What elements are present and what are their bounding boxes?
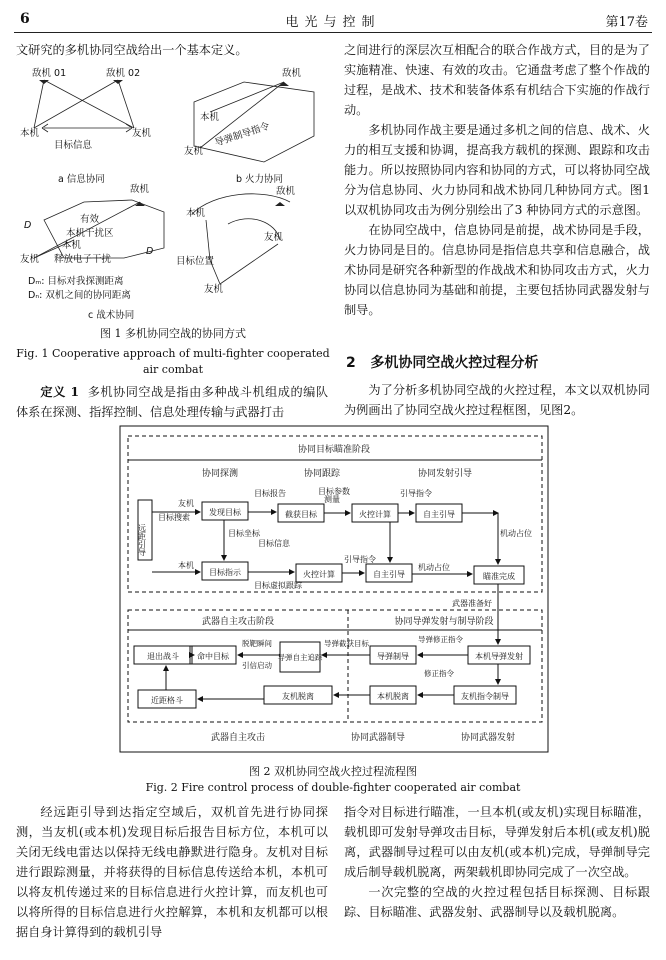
fig2-fix-cmd: 修正指令 [424, 669, 454, 678]
definition-text: 多机协同空战是指由多种战斗机组成的编队体系在探测、指挥控制、信息处理传输与武器打击 [16, 385, 329, 419]
fig1-enemy02: 敌机 02 [106, 68, 141, 79]
fig1-self-c2: 本机 [186, 208, 206, 219]
paragraph: 多机协同作战主要是通过多机之间的信息、战术、火力的相互支援和协调，提高我方载机的探测、跟踪和攻击能力。所以按照协同内容和协同的方式，可以将协同空战分为信息协同、火力协同和战术协同几种协同方式。图1 以双机协同攻击为例分别绘出了3 种协同方式的示意图。 [344, 123, 650, 217]
fig1-legend-2: Dₙ: 双机之间的协同距离 [28, 290, 131, 301]
fig2-measure: 测量 [324, 495, 340, 504]
fig2-friend-leave: 友机脱离 [282, 692, 314, 701]
fig2-fuze: 引信启动 [242, 661, 272, 670]
fig2-self-leave: 本机脱离 [377, 692, 409, 701]
fig2-detach: 脱靶瞬间 [242, 639, 272, 648]
fig1-friend-a: 友机 [132, 128, 152, 139]
fig2-stage-coop: 协同导弹发射与制导阶段 [394, 617, 494, 627]
journal-title: 电光与控制 [285, 15, 381, 30]
fig2-coop-track: 协同跟踪 [304, 469, 341, 479]
bottom-left-column [16, 802, 328, 942]
fig1-enemy-b: 敌机 [282, 68, 302, 79]
paragraph: 一次完整的空战的火控过程包括目标探测、目标跟踪、目标瞄准、武器发射、武器制导以及载机脱离。 [344, 885, 650, 919]
fig1-caption-en1: Fig. 1 Cooperative approach of multi-fighter cooperated [16, 347, 330, 360]
fig2-coop-launch: 协同发射引导 [418, 469, 473, 479]
fig1-caption-cn: 图 1 多机协同空战的协同方式 [100, 327, 246, 340]
fig2-friend-cmd: 友机指令制导 [461, 692, 509, 701]
bottom-right-column [344, 802, 650, 922]
fig2-coop-detect: 协同探测 [202, 469, 239, 479]
fig2-stage-auto: 武器自主攻击阶段 [201, 617, 275, 627]
fig1-caption [14, 326, 332, 378]
fig2-missile-track: 导弹自主追踪 [277, 653, 323, 662]
fig1-target-pos: 目标位置 [176, 256, 215, 267]
fig2-target-indicate: 目标指示 [209, 568, 241, 577]
definition-block [16, 382, 328, 422]
right-column-top [344, 40, 650, 320]
section-number: 2 [346, 355, 356, 371]
fig2-fc-calc: 火控计算 [359, 510, 391, 519]
fig1-release-jam: 释放电子干扰 [54, 254, 112, 265]
fig2-weapon-ready: 武器准备好 [452, 599, 492, 608]
paragraph: 在协同空战中，信息协同是前提，战术协同是手段，火力协同是目的。信息协同是指信息共享和信息融合，战术协同是研究各种新型的作战战术和协同攻击方式，火力协同以信息协同为基础和前提，主要包括协同武器发射与制导。 [344, 223, 650, 317]
fig1-friend-b: 友机 [184, 146, 204, 157]
fig2-target-report: 目标报告 [254, 489, 286, 498]
paragraph: 文研究的多机协同空战给出一个基本定义。 [16, 43, 248, 57]
fig2-auto-guide: 自主引导 [423, 510, 455, 519]
fig2-hit: 命中目标 [197, 652, 229, 661]
fig2-bottom-launch: 协同武器发射 [460, 733, 516, 743]
fig1-friend-c: 友机 [20, 254, 40, 265]
figure-1 [14, 62, 332, 324]
fig1-dn: D [24, 220, 32, 231]
fig2-caption-en: Fig. 2 Fire control process of double-fighter cooperated air combat [145, 781, 521, 794]
fig2-target-info: 目标信息 [258, 539, 290, 548]
paragraph: 经远距引导到达指定空域后，双机首先进行协同探测，当友机(或本机)发现目标后报告目标方位，本机可以关闭无线电雷达以保持无线电静默进行隐身。友机对目标进行跟踪测量，并将获得的目标信息传送给本机，本机可以将友机传递过来的目标信息进行火控计算，而友机也可以将所得的目标信息进行火控解算，本机和友机都可以根据自身计算得到的载机引导 [16, 805, 328, 939]
fig1-dm: D [146, 246, 154, 257]
fig1-caption-en2: air combat [142, 363, 204, 376]
fig1-guide-cmd: 导弹制导指令 [213, 120, 272, 149]
fig2-caption-cn: 图 2 双机协同空战火控过程流程图 [249, 765, 417, 778]
fig2-guide-cmd: 引导指令 [400, 489, 432, 498]
fig2-exit: 退出战斗 [147, 652, 179, 661]
fig1-friend-c3: 友机 [204, 284, 224, 295]
section-title: 多机协同空战火控过程分析 [370, 355, 539, 371]
paragraph: 之间进行的深层次互相配合的联合作战方式，目的是为了实施精准、快速、有效的攻击。它通盘考虑了整个作战的过程，是战术、技术和装备体系有机结合下实施的作战行动。 [344, 43, 650, 117]
fig1-caption-c: c 战术协同 [88, 310, 135, 321]
section-heading [346, 352, 650, 372]
fig1-target-info: 目标信息 [54, 140, 93, 151]
fig1-enemy-c2: 敌机 [276, 186, 296, 197]
fig1-self-c: 本机 [62, 240, 82, 251]
fig1-effective: 有效 [80, 214, 100, 225]
fig2-missile-guide: 导弹制导 [377, 652, 409, 661]
fig2-virtual-track: 目标虚拟跟踪 [254, 581, 302, 590]
fig1-friend-c2: 友机 [264, 232, 284, 243]
fig2-self: 本机 [178, 561, 194, 570]
fig2-dogfight: 近距格斗 [151, 696, 183, 705]
fig2-far-guide: 远距引导 [137, 524, 147, 556]
section2-intro [344, 380, 650, 420]
fig2-maneuver: 机动占位 [418, 563, 450, 572]
fig1-enemy01: 敌机 01 [32, 68, 67, 79]
fig1-enemy-c: 敌机 [130, 184, 150, 195]
left-intro [16, 40, 328, 60]
paragraph: 指令对目标进行瞄准，一旦本机(或友机)实现目标瞄准，载机即可发射导弹攻击目标，导弹发射后本机(或友机)脱离，武器制导过程可以由友机(或本机)完成，导弹制导完成后制导载机脱离，两架载机即协同完成了一次空战。 [344, 805, 650, 879]
fig2-missile-capture: 导弹截获目标 [324, 639, 369, 648]
definition-label: 定义 1 [40, 385, 79, 399]
fig2-find-target: 发现目标 [209, 508, 241, 517]
fig2-aim-done: 瞄准完成 [483, 572, 515, 581]
fig1-jam-area: 本机干扰区 [66, 228, 114, 239]
fig2-self-launch: 本机导弹发射 [475, 652, 523, 661]
fig1-self-a: 本机 [20, 128, 40, 139]
fig2-maneuver-2: 机动占位 [500, 529, 532, 538]
fig2-guide-cmd-2: 引导指令 [344, 555, 376, 564]
page-number: 6 [20, 11, 30, 27]
fig2-caption [60, 764, 606, 796]
fig2-capture: 截获目标 [285, 510, 317, 519]
fig2-friend: 友机 [178, 499, 194, 508]
fig2-correct-cmd: 导弹修正指令 [418, 635, 463, 644]
fig1-legend-1: Dₘ: 目标对我探测距离 [28, 276, 124, 287]
fig1-caption-b: b 火力协同 [236, 174, 284, 185]
fig1-self-b: 本机 [200, 112, 220, 123]
fig2-target-search: 目标搜索 [158, 513, 190, 522]
running-header [14, 8, 652, 33]
fig2-fc-calc-2: 火控计算 [303, 570, 335, 579]
fig2-target-coord: 目标坐标 [228, 529, 260, 538]
fig2-target-param: 目标参数 [318, 487, 350, 496]
fig2-auto-guide-2: 自主引导 [373, 570, 405, 579]
volume-label: 第17卷 [605, 15, 648, 30]
fig1-caption-a: a 信息协同 [58, 174, 105, 185]
paragraph: 为了分析多机协同空战的火控过程，本文以双机协同为例画出了协同空战火控过程框图，见图2。 [344, 383, 650, 417]
fig2-bottom-auto: 武器自主攻击 [210, 733, 266, 743]
figure-2 [118, 424, 550, 756]
fig2-bottom-guide: 协同武器制导 [350, 733, 406, 743]
fig2-stage-top: 协同目标瞄准阶段 [297, 445, 371, 455]
